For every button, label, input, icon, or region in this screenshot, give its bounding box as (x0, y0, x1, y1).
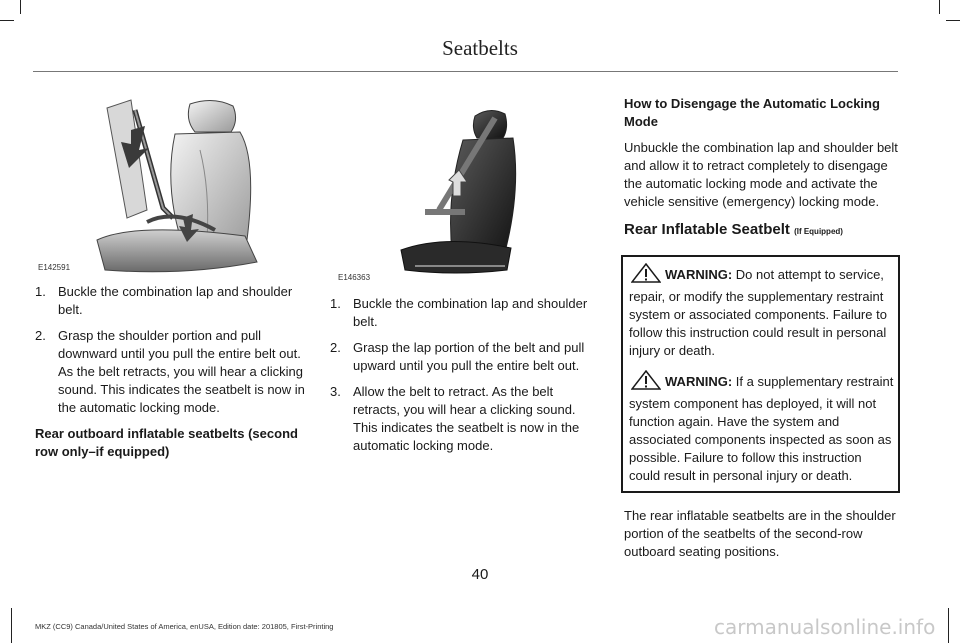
list-item (330, 383, 602, 455)
footer-edition: MKZ (CC9) Canada/United States of America, enUSA, Edition date: 201805, First-Printing (35, 622, 334, 631)
subheading: Rear outboard inflatable seatbelts (second row only–if equipped) (35, 426, 298, 459)
step-text: Allow the belt to retract. As the belt retracts, you will hear a clicking sound. This indicates the seatbelt is now in the automatic locking mode. (353, 384, 580, 453)
figure-code: E142591 (38, 263, 71, 272)
column-left (35, 283, 309, 461)
column-right (624, 95, 900, 569)
crop-mark (0, 20, 14, 21)
crop-mark (11, 608, 12, 643)
crop-mark (948, 608, 949, 643)
seatbelt-figure-2 (335, 100, 600, 285)
page-number: 40 (471, 566, 489, 583)
figure-code: E146363 (338, 273, 371, 282)
step-list (330, 295, 602, 455)
warning-paragraph (629, 370, 894, 485)
warning-triangle-icon (631, 263, 661, 288)
list-item (35, 283, 309, 319)
page-title: Seatbelts (442, 36, 518, 60)
step-number: 2. (330, 340, 341, 355)
column-middle (330, 295, 602, 463)
warning-triangle-icon (631, 370, 661, 395)
subheading: How to Disengage the Automatic Locking Mode (624, 96, 880, 129)
warning-text: If a supplementary restraint system component has deployed, it will not function again. Have the system and associated components inspected as soon as possible. Failure to follow this instruction could result in personal injury or death. (629, 374, 894, 483)
paragraph: Unbuckle the combination lap and shoulder belt and allow it to retract completely to disengage the automatic locking mode and activate the vehicle sensitive (emergency) locking mode. (624, 140, 898, 209)
crop-mark (939, 0, 940, 14)
section-title (624, 221, 900, 241)
section-title-text: Rear Inflatable Seatbelt (624, 221, 790, 238)
warning-label: WARNING: (665, 267, 733, 282)
crop-mark (20, 0, 21, 14)
list-item (330, 295, 602, 331)
list-item (35, 327, 309, 417)
step-number: 2. (35, 328, 46, 343)
seat-illustration (335, 100, 600, 285)
list-item (330, 339, 602, 375)
step-list (35, 283, 309, 417)
step-number: 1. (330, 296, 341, 311)
warning-paragraph (629, 263, 894, 360)
seat-illustration (35, 90, 305, 278)
step-number: 1. (35, 284, 46, 299)
step-number: 3. (330, 384, 341, 399)
seatbelt-figure-1 (35, 90, 305, 278)
watermark: carmanualsonline.info (714, 615, 936, 639)
step-text: Grasp the shoulder portion and pull downward until you pull the entire belt out. As the belt retracts, you will hear a clicking sound. This indicates the seatbelt is now in the automatic locking mode. (58, 328, 305, 415)
warning-label: WARNING: (665, 374, 733, 389)
section-title-suffix: (If Equipped) (794, 227, 843, 236)
step-text: Buckle the combination lap and shoulder belt. (353, 296, 588, 329)
header-divider (33, 71, 898, 72)
paragraph: The rear inflatable seatbelts are in the shoulder portion of the seatbelts of the second-row outboard seating positions. (624, 508, 896, 559)
warning-box (621, 255, 900, 493)
step-text: Grasp the lap portion of the belt and pull upward until you pull the entire belt out. (353, 340, 585, 373)
warning-text: Do not attempt to service, repair, or modify the supplementary restraint system or associated components. Failure to follow this instruction could result in personal injury or death. (629, 267, 887, 358)
crop-mark (946, 20, 960, 21)
step-text: Buckle the combination lap and shoulder belt. (58, 284, 293, 317)
